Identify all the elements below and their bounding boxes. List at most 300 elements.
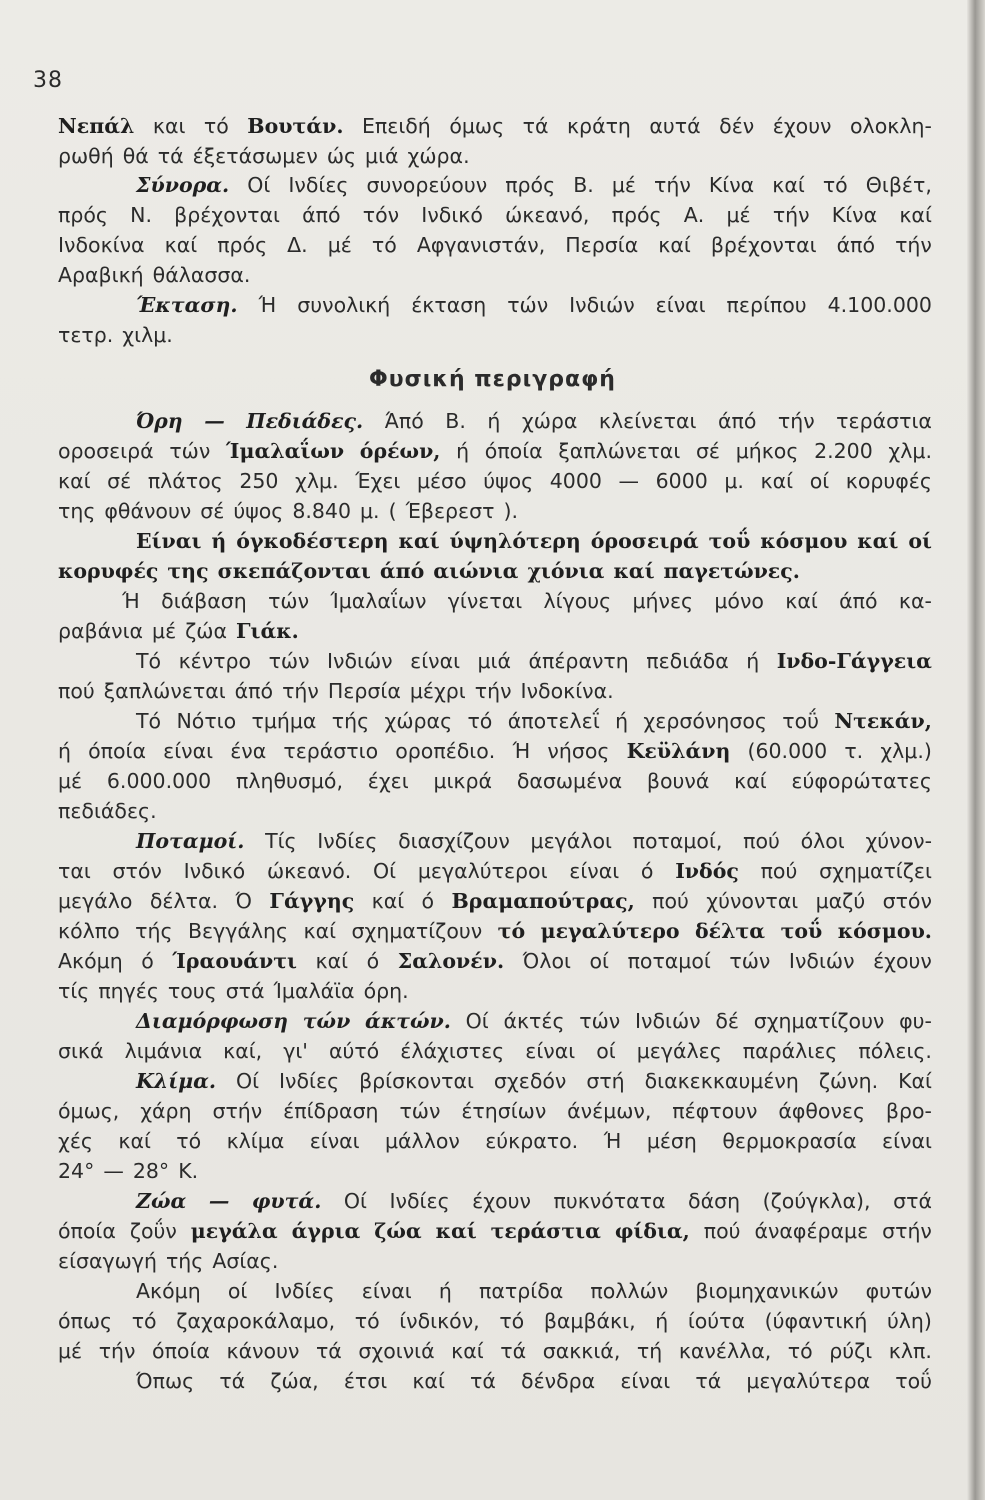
word: κέντρο bbox=[178, 649, 252, 673]
word: άπό bbox=[379, 559, 425, 583]
word: ένα bbox=[230, 739, 267, 763]
word: Βεγγάλης bbox=[187, 919, 289, 943]
word: τής bbox=[135, 919, 173, 943]
word: ό bbox=[141, 949, 154, 973]
word: μέ bbox=[58, 769, 83, 793]
word: πεδιάδα bbox=[646, 649, 729, 673]
word: εύκρατο. bbox=[485, 1129, 579, 1153]
word: τών bbox=[302, 1009, 351, 1033]
word: τήν bbox=[282, 679, 319, 703]
word: ζώα, bbox=[270, 1369, 319, 1393]
word: — bbox=[208, 1189, 230, 1213]
word: Οί bbox=[247, 173, 271, 197]
word: άπό bbox=[234, 679, 274, 703]
word: άπό bbox=[839, 589, 878, 613]
word: κλείνεται bbox=[598, 409, 697, 433]
word: καί bbox=[412, 1369, 445, 1393]
word: χώρας bbox=[384, 709, 453, 733]
text-line bbox=[58, 947, 932, 975]
word: πόλεις. bbox=[858, 1039, 932, 1063]
word: χλμ.) bbox=[880, 739, 932, 763]
word: Βραμαπούτρας, bbox=[451, 889, 635, 913]
word: μιά bbox=[365, 144, 399, 168]
word: τήν bbox=[772, 203, 810, 227]
word: καί bbox=[734, 769, 767, 793]
word: πληθυσμό, bbox=[236, 769, 343, 793]
word: τά bbox=[219, 1369, 246, 1393]
word: καί bbox=[303, 919, 337, 943]
word: μεγαλύτερα bbox=[746, 1369, 871, 1393]
word: και bbox=[152, 114, 186, 138]
word: άποτελεΐ bbox=[507, 709, 600, 733]
word: κόσμου. bbox=[837, 919, 932, 943]
word: μέ bbox=[327, 233, 352, 257]
word: αιώνια bbox=[433, 559, 519, 583]
word: όποία bbox=[484, 439, 543, 463]
word: όρη. bbox=[363, 979, 409, 1003]
word: είναι bbox=[525, 1039, 576, 1063]
text-line bbox=[58, 707, 932, 735]
word: Σαλονέν. bbox=[397, 949, 505, 973]
word: τό bbox=[354, 1309, 380, 1333]
word: γι' bbox=[283, 1039, 308, 1063]
word: ή bbox=[487, 409, 501, 433]
word: Ίραουάντι bbox=[172, 949, 297, 973]
text-line bbox=[58, 1097, 932, 1125]
word: 2.200 bbox=[814, 439, 873, 463]
text-line bbox=[58, 112, 932, 140]
word: Ή bbox=[512, 739, 531, 763]
word: πεδιάδες. bbox=[58, 799, 157, 823]
word: δασωμένα bbox=[516, 769, 623, 793]
word: εύφορώτατες bbox=[791, 769, 932, 793]
word: στόν bbox=[112, 859, 162, 883]
word: δέ bbox=[715, 1009, 739, 1033]
word: κόλπο bbox=[58, 919, 120, 943]
word: της bbox=[58, 499, 96, 523]
word: καί bbox=[857, 529, 899, 553]
word: Σύνορα. bbox=[136, 173, 230, 197]
word: ρωθή bbox=[58, 144, 114, 168]
word: Τό bbox=[136, 649, 162, 673]
word: σχεδόν bbox=[493, 1069, 567, 1093]
word: ίούτα bbox=[687, 1309, 746, 1333]
word: είναι bbox=[410, 649, 461, 673]
word: (ζούγκλα), bbox=[762, 1189, 871, 1213]
word: όμως, bbox=[58, 1099, 120, 1123]
word: ( bbox=[388, 499, 397, 523]
word: τό bbox=[499, 1309, 525, 1333]
word: ή bbox=[615, 709, 629, 733]
word: τό bbox=[176, 1129, 202, 1153]
word: Έκταση. bbox=[136, 293, 238, 317]
word: καί bbox=[613, 559, 655, 583]
word: έλάχιστες bbox=[400, 1039, 505, 1063]
word: πρός bbox=[58, 203, 108, 227]
word: φθάνουν bbox=[104, 499, 192, 523]
word: τοΰ bbox=[780, 919, 823, 943]
word: διάβαση bbox=[161, 589, 247, 613]
word: χύνον- bbox=[865, 829, 932, 853]
word: τό bbox=[131, 1309, 157, 1333]
word: όποία bbox=[88, 739, 147, 763]
word: Ινδιών bbox=[327, 649, 393, 673]
word: Οί bbox=[373, 859, 397, 883]
word: οί bbox=[596, 1039, 616, 1063]
word: 6.000.000 bbox=[106, 769, 212, 793]
word: τήν bbox=[777, 409, 815, 433]
word: Ν. bbox=[130, 203, 152, 227]
word: ύψος bbox=[233, 499, 284, 523]
word: λιμάνια bbox=[124, 1039, 203, 1063]
word: Ινδοκίνα. bbox=[520, 679, 614, 703]
text-line bbox=[58, 587, 932, 615]
word: φίδια, bbox=[614, 1219, 690, 1243]
word: χλμ. bbox=[888, 439, 932, 463]
word: σέ bbox=[200, 499, 225, 523]
word: είναι bbox=[361, 1279, 412, 1303]
word: Ζώα bbox=[136, 1189, 187, 1213]
word: Οί bbox=[235, 1069, 260, 1093]
word: φυ- bbox=[899, 1009, 932, 1033]
word: Πεδιάδες. bbox=[246, 409, 364, 433]
word: ποταμοί, bbox=[632, 829, 723, 853]
text-line bbox=[58, 1277, 932, 1305]
word: κα- bbox=[898, 589, 932, 613]
word: ζαχαροκάλαμο, bbox=[176, 1309, 336, 1333]
text-line bbox=[58, 1187, 932, 1215]
word: βρο- bbox=[885, 1099, 932, 1123]
word: όμως bbox=[449, 114, 505, 138]
word: Ινδός bbox=[675, 859, 739, 883]
word: κορυφές bbox=[58, 559, 159, 583]
word: παράλιες bbox=[742, 1039, 838, 1063]
word: ύψηλότερη bbox=[449, 529, 581, 553]
word: τής bbox=[331, 709, 370, 733]
word: οί bbox=[589, 949, 609, 973]
word: Έχει bbox=[355, 469, 401, 493]
word: τών bbox=[268, 649, 310, 673]
word: καί bbox=[772, 173, 805, 197]
word: Τίς bbox=[265, 829, 297, 853]
word: Ίμαλαΐων bbox=[225, 439, 345, 463]
word: Νεπάλ bbox=[58, 114, 135, 138]
word: έχουν bbox=[873, 949, 932, 973]
word: μέ bbox=[58, 1339, 83, 1363]
word: τήν bbox=[895, 233, 932, 257]
word: Βουτάν. bbox=[247, 114, 344, 138]
word: τήν bbox=[474, 679, 512, 703]
word: Ακόμη bbox=[136, 1279, 201, 1303]
word: πέφτουν bbox=[672, 1099, 758, 1123]
word: ή bbox=[58, 739, 71, 763]
word: Κεϋλάνη bbox=[626, 739, 731, 763]
word: τή bbox=[636, 1339, 663, 1363]
word: καί bbox=[435, 1219, 477, 1243]
word: Δ. bbox=[287, 233, 308, 257]
word: Γιάκ. bbox=[236, 619, 299, 643]
word: ό bbox=[640, 859, 654, 883]
word: χιλμ. bbox=[122, 323, 173, 347]
word: — bbox=[204, 409, 225, 433]
word: τήν bbox=[654, 173, 691, 197]
word: στή bbox=[586, 1069, 625, 1093]
word: Ινδιών bbox=[569, 293, 635, 317]
word: Έβερεστ bbox=[405, 499, 495, 523]
word: Οί bbox=[343, 1189, 367, 1213]
word: πατρίδα bbox=[479, 1279, 564, 1303]
word: πού bbox=[703, 1219, 741, 1243]
word: μέχρι bbox=[409, 679, 466, 703]
word: βρέχονται bbox=[174, 203, 280, 227]
word: ολοκλη- bbox=[850, 114, 932, 138]
word: πολλών bbox=[590, 1279, 669, 1303]
word: κλίμα bbox=[226, 1129, 285, 1153]
word: τήν bbox=[98, 1339, 136, 1363]
text-line bbox=[58, 917, 932, 945]
word: βρέχονται bbox=[710, 233, 817, 257]
text-line bbox=[58, 497, 932, 525]
word: κράτη bbox=[566, 114, 631, 138]
text-line bbox=[58, 261, 932, 289]
text-line bbox=[58, 557, 932, 585]
word: στήν bbox=[882, 1219, 932, 1243]
word: Αραβική bbox=[58, 263, 144, 287]
text-line bbox=[58, 857, 932, 885]
word: δάση bbox=[688, 1189, 741, 1213]
word: καί bbox=[785, 589, 818, 613]
word: ή bbox=[211, 529, 227, 553]
word: τά bbox=[522, 114, 549, 138]
word: τό bbox=[787, 1339, 813, 1363]
word: Ινδίες bbox=[288, 173, 349, 197]
word: τεράστιο bbox=[283, 739, 379, 763]
text-line bbox=[58, 467, 932, 495]
word: πυκνότατα bbox=[553, 1189, 666, 1213]
word: Ινδίες bbox=[274, 1279, 335, 1303]
word: σέ bbox=[695, 439, 721, 463]
word: καί bbox=[451, 1339, 484, 1363]
word: πού bbox=[58, 679, 95, 703]
word: Α. bbox=[683, 203, 705, 227]
word: χλμ. bbox=[295, 469, 339, 493]
word: λίγους bbox=[543, 589, 612, 613]
word: οί bbox=[227, 1279, 248, 1303]
word: τεράστια bbox=[490, 1219, 601, 1243]
word: κορυφές bbox=[845, 469, 932, 493]
word: τών bbox=[507, 293, 549, 317]
word: (60.000 bbox=[747, 739, 828, 763]
word: έχει bbox=[367, 769, 409, 793]
word: χώρα bbox=[521, 409, 578, 433]
word: τοΰ bbox=[895, 1369, 932, 1393]
word: τ. bbox=[844, 739, 864, 763]
word: τίς bbox=[58, 979, 90, 1003]
word: σχηματίζουν bbox=[753, 1009, 885, 1033]
text-line bbox=[58, 887, 932, 915]
text-line bbox=[58, 527, 932, 555]
word: Ινδίες bbox=[389, 1189, 450, 1213]
word: καί bbox=[118, 1129, 151, 1153]
text-line bbox=[58, 677, 932, 705]
word: Ό bbox=[235, 889, 253, 913]
word: χάρη bbox=[140, 1099, 192, 1123]
word: όγκοδέστερη bbox=[236, 529, 389, 553]
word: βρίσκονται bbox=[359, 1069, 474, 1093]
word: πρός bbox=[217, 233, 268, 257]
word: Είναι bbox=[136, 529, 202, 553]
word: τοΰ bbox=[782, 709, 820, 733]
word: ). bbox=[503, 499, 518, 523]
word: 4000 bbox=[549, 469, 602, 493]
word: ξαπλώνεται bbox=[558, 439, 681, 463]
word: μεγαλύτεροι bbox=[417, 859, 548, 883]
word: όρέων, bbox=[359, 439, 441, 463]
word: σακκιά, bbox=[542, 1339, 621, 1363]
word: είναι bbox=[163, 739, 214, 763]
word: Ασίας. bbox=[212, 1249, 279, 1273]
word: καί bbox=[398, 529, 440, 553]
word: στήν bbox=[212, 1099, 263, 1123]
word: είναι bbox=[569, 859, 620, 883]
word: Ινδικό bbox=[183, 859, 246, 883]
word: ή bbox=[456, 439, 470, 463]
word: τετρ. bbox=[58, 323, 114, 347]
word: Β. bbox=[573, 173, 594, 197]
word: μέ bbox=[611, 173, 636, 197]
word: αυτά bbox=[649, 114, 701, 138]
word: τό bbox=[497, 919, 526, 943]
word: έτησίων bbox=[461, 1099, 547, 1123]
word: Περσία bbox=[327, 679, 401, 703]
word: διακεκκαυμένη bbox=[644, 1069, 799, 1093]
text-line bbox=[58, 767, 932, 795]
word: στόν bbox=[882, 889, 932, 913]
word: μεγάλες bbox=[636, 1039, 722, 1063]
word: στά bbox=[225, 979, 265, 1003]
word: Ινδο-Γάγγεια bbox=[776, 649, 932, 673]
word: Ινδίες bbox=[317, 829, 378, 853]
word: 6000 bbox=[655, 469, 708, 493]
word: μαζύ bbox=[815, 889, 866, 913]
text-line bbox=[58, 171, 932, 199]
word: Ή bbox=[122, 589, 140, 613]
word: Γάγγης bbox=[269, 889, 355, 913]
word: κανέλλα, bbox=[678, 1339, 772, 1363]
word: τών bbox=[169, 439, 211, 463]
word: Οί bbox=[465, 1009, 489, 1033]
word: ξαπλώνεται bbox=[103, 679, 226, 703]
word: Κίνα bbox=[708, 173, 755, 197]
word: ό bbox=[366, 949, 380, 973]
word: μ. bbox=[360, 499, 380, 523]
text-line bbox=[58, 737, 932, 765]
word: Ινδοκίνα bbox=[58, 233, 145, 257]
word: άπέραντη bbox=[528, 649, 629, 673]
word: τά bbox=[470, 1369, 496, 1393]
word: καί bbox=[58, 469, 91, 493]
word: Ινδιών bbox=[634, 1009, 701, 1033]
word: είναι bbox=[309, 1129, 360, 1153]
word: Όπως bbox=[136, 1369, 195, 1393]
word: μόνο bbox=[714, 589, 764, 613]
word: περίπου bbox=[726, 293, 807, 317]
word: Κίνα bbox=[831, 203, 878, 227]
section-heading: Φυσική περιγραφή bbox=[369, 367, 616, 392]
word: Ακόμη bbox=[58, 949, 123, 973]
word: σχοινιά bbox=[358, 1339, 435, 1363]
word: άνέμων, bbox=[567, 1099, 652, 1123]
word: Αφγανιστάν, bbox=[416, 233, 546, 257]
word: άπό bbox=[836, 233, 876, 257]
word: της bbox=[167, 559, 209, 583]
word: χώρα. bbox=[407, 144, 470, 168]
word: διασχίζουν bbox=[398, 829, 510, 853]
word: ύψος bbox=[483, 469, 534, 493]
text-line bbox=[58, 291, 932, 319]
word: 24° bbox=[58, 1159, 95, 1183]
text-line bbox=[58, 321, 932, 349]
word: πού bbox=[652, 889, 689, 913]
word: έπίδραση bbox=[283, 1099, 379, 1123]
word: έχουν bbox=[772, 114, 832, 138]
word: τό bbox=[822, 173, 848, 197]
word: άφθονες bbox=[778, 1099, 866, 1123]
word: όποία bbox=[58, 1219, 116, 1243]
word: τό bbox=[467, 709, 493, 733]
word: ή bbox=[746, 649, 760, 673]
word: σχηματίζουν bbox=[351, 919, 483, 943]
text-line bbox=[58, 1367, 932, 1395]
word: οί bbox=[809, 469, 830, 493]
word: βαμβάκι, bbox=[543, 1309, 636, 1333]
word: τοΰ bbox=[708, 529, 751, 553]
text-line bbox=[58, 1037, 932, 1065]
text-line bbox=[58, 407, 932, 435]
word: Ίμαλάϊα bbox=[273, 979, 355, 1003]
text-line bbox=[58, 142, 932, 170]
word: τεράστια bbox=[836, 409, 932, 433]
word: καί bbox=[315, 949, 349, 973]
word: στά bbox=[893, 1189, 932, 1213]
word: τό bbox=[203, 114, 229, 138]
text-line bbox=[58, 1217, 932, 1245]
word: σχηματίζει bbox=[819, 859, 932, 883]
word: άκτές bbox=[503, 1009, 565, 1033]
word: — bbox=[103, 1159, 124, 1183]
word: είσαγωγή bbox=[58, 1249, 157, 1273]
word: σκεπάζονται bbox=[217, 559, 371, 583]
word: χύνονται bbox=[706, 889, 799, 913]
word: πλάτος bbox=[147, 469, 223, 493]
text-line bbox=[58, 201, 932, 229]
word: τά bbox=[315, 1339, 342, 1363]
word: μήκος bbox=[735, 439, 799, 463]
word: μεγάλα bbox=[190, 1219, 278, 1243]
word: 4.100.000 bbox=[827, 293, 932, 317]
word: ό bbox=[421, 889, 435, 913]
word: έκταση bbox=[411, 293, 487, 317]
word: τά bbox=[157, 144, 184, 168]
word: πρός bbox=[611, 203, 662, 227]
word: Ή bbox=[258, 293, 277, 317]
word: αύτό bbox=[328, 1039, 380, 1063]
word: Διαμόρφωση bbox=[136, 1009, 288, 1033]
word: πρός bbox=[505, 173, 556, 197]
word: Τό bbox=[136, 709, 162, 733]
word: καί bbox=[658, 233, 691, 257]
word: ζώνη. bbox=[818, 1069, 879, 1093]
